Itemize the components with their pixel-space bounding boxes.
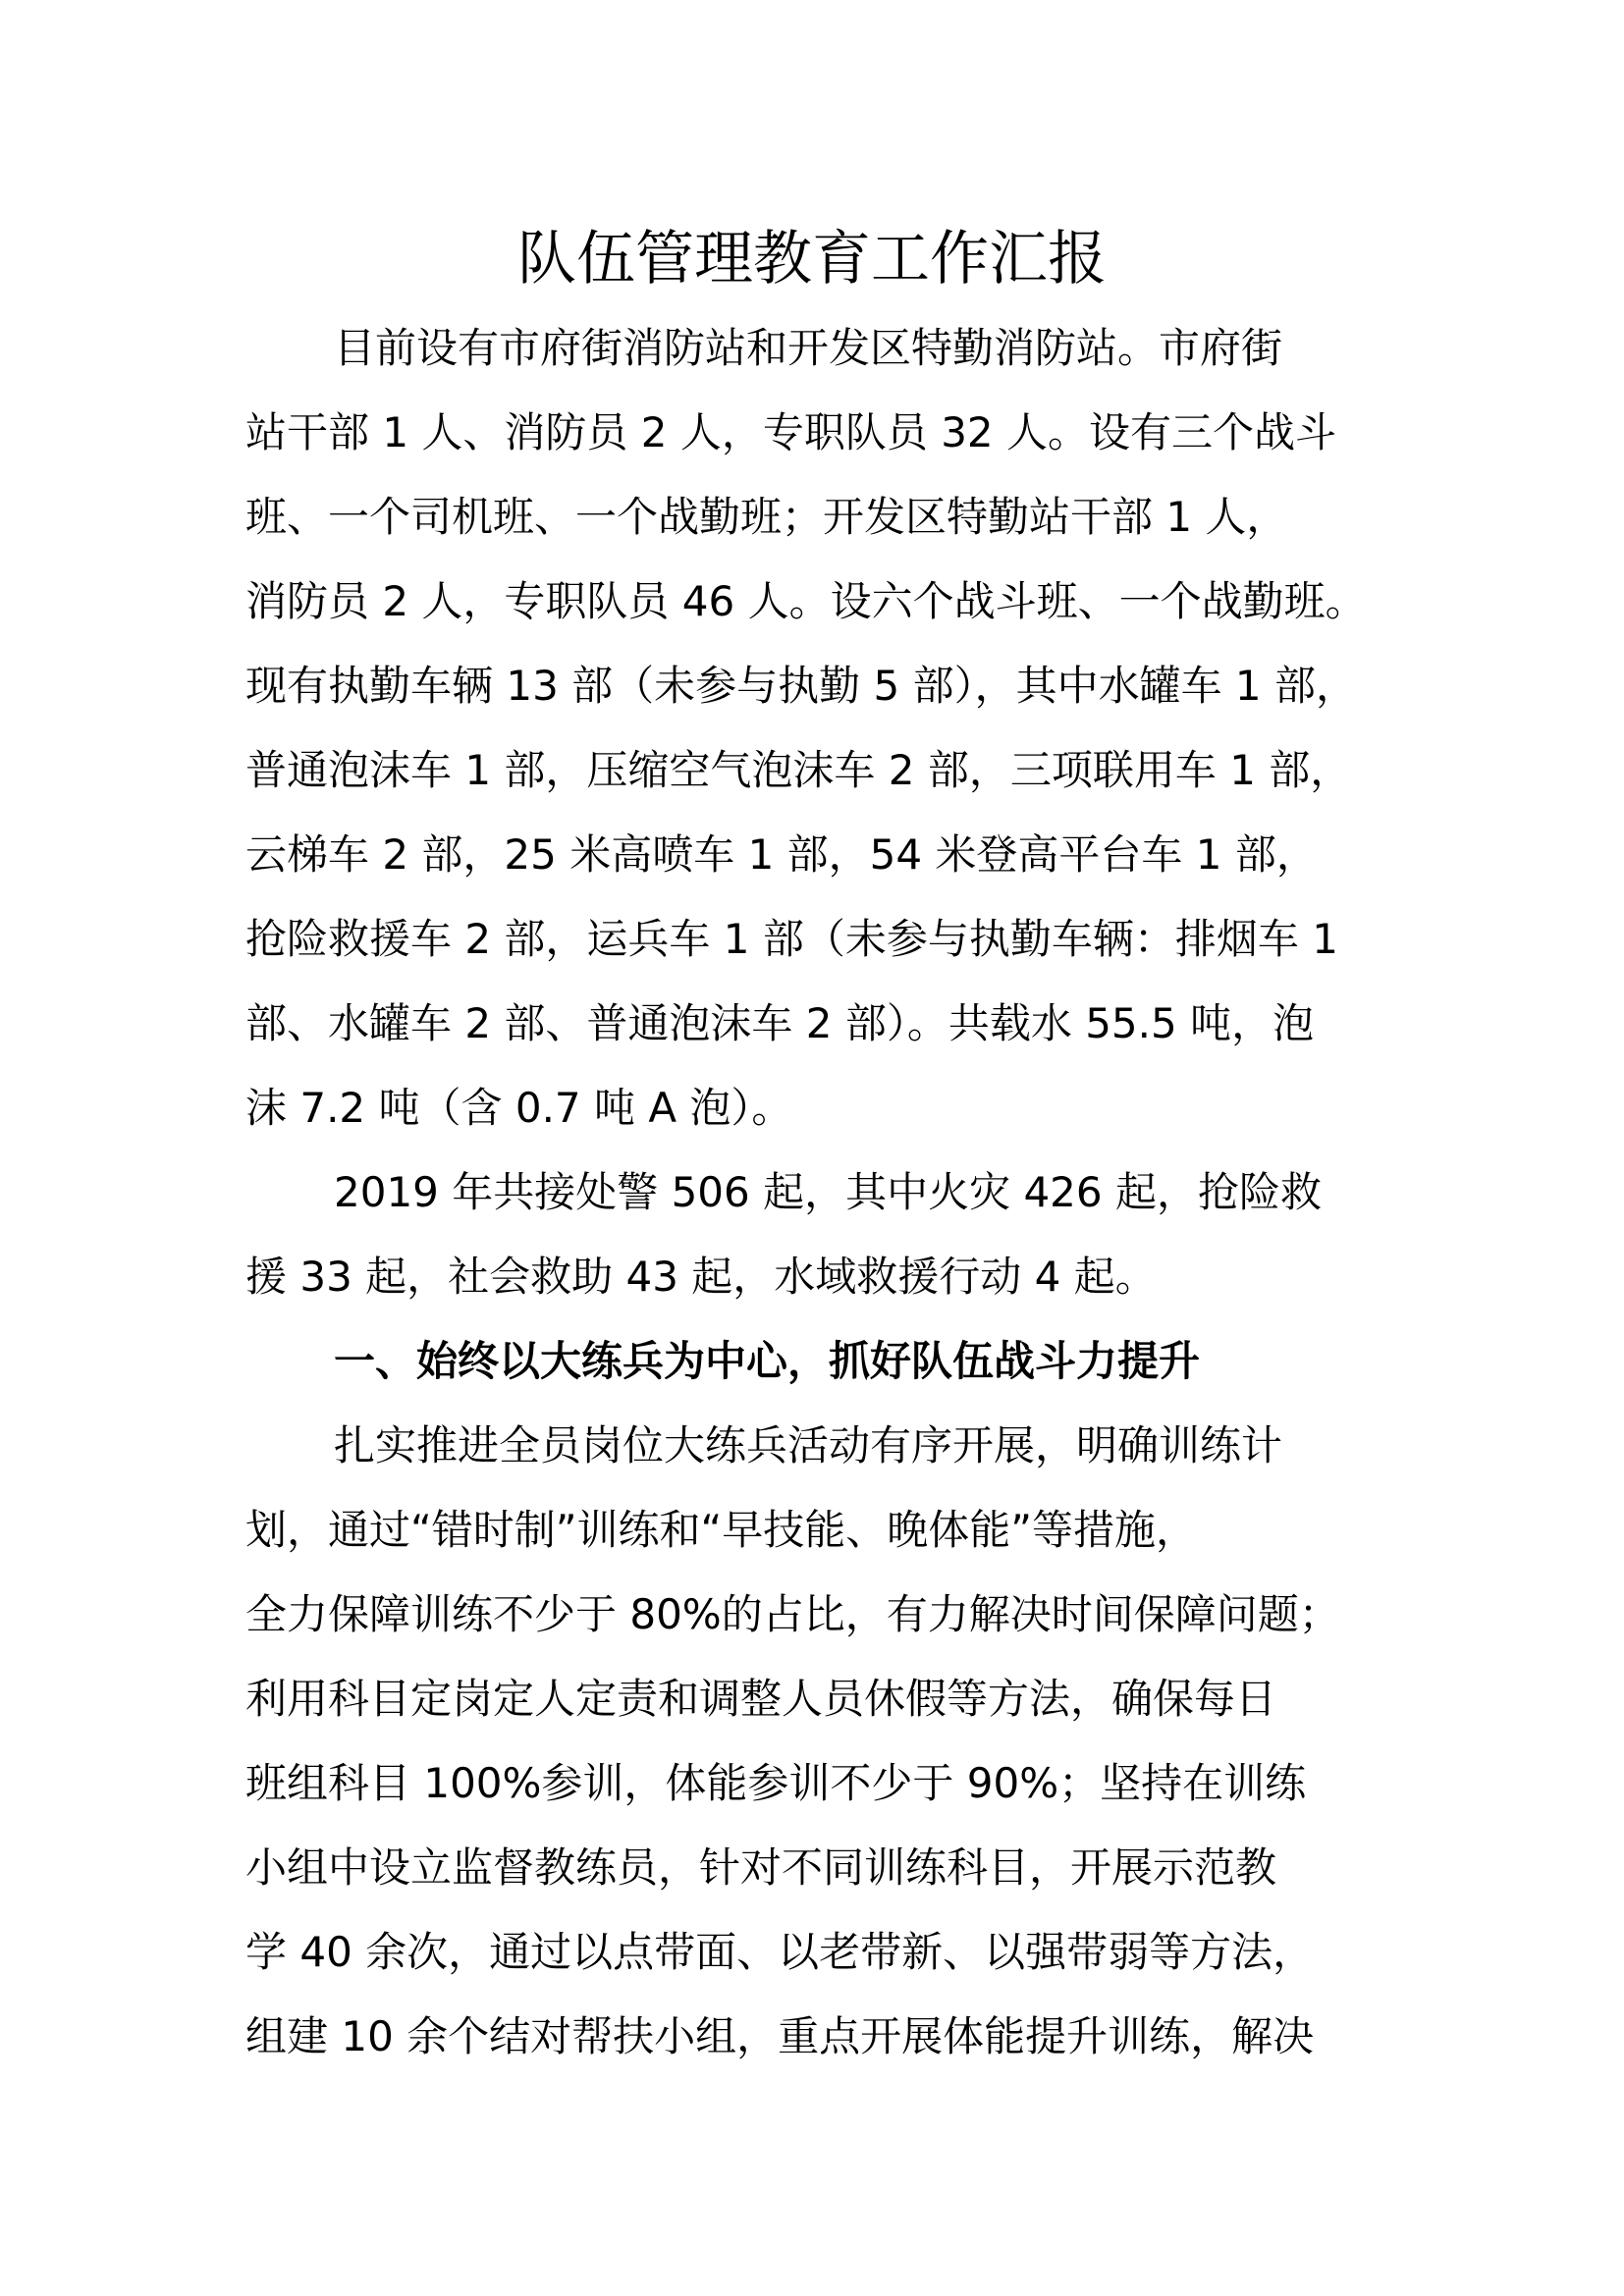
paragraph-line: 援 33 起，社会救助 43 起，水域救援行动 4 起。 (245, 1253, 1157, 1301)
paragraph-line: 云梯车 2 部，25 米高喷车 1 部，54 米登高平台车 1 部， (245, 830, 1318, 879)
paragraph-line: 普通泡沫车 1 部，压缩空气泡沫车 2 部，三项联用车 1 部， (245, 746, 1352, 794)
paragraph-line: 目前设有市府街消防站和开发区特勤消防站。市府街 (334, 324, 1283, 372)
paragraph-line: 消防员 2 人，专职队员 46 人。设六个战斗班、一个战勤班。 (245, 577, 1367, 625)
paragraph-line: 现有执勤车辆 13 部（未参与执勤 5 部），其中水罐车 1 部， (245, 662, 1357, 710)
paragraph-line: 扎实推进全员岗位大练兵活动有序开展，明确训练计 (334, 1421, 1283, 1469)
paragraph-line: 小组中设立监督教练员，针对不同训练科目，开展示范教 (245, 1843, 1277, 1892)
paragraph-line: 抢险救援车 2 部，运兵车 1 部（未参与执勤车辆：排烟车 1 (245, 915, 1338, 963)
paragraph-line: 全力保障训练不少于 80%的占比，有力解决时间保障问题； (245, 1590, 1340, 1638)
section-heading: 一、始终以大练兵为中心，抓好队伍战斗力提升 (334, 1337, 1201, 1385)
document-title: 队伍管理教育工作汇报 (517, 225, 1107, 294)
paragraph-line: 学 40 余次，通过以点带面、以老带新、以强带弱等方法， (245, 1928, 1315, 1976)
paragraph-line: 部、水罐车 2 部、普通泡沫车 2 部）。共载水 55.5 吨，泡 (245, 999, 1315, 1047)
paragraph-line: 班、一个司机班、一个战勤班；开发区特勤站干部 1 人， (245, 493, 1288, 541)
paragraph-line: 利用科目定岗定人定责和调整人员休假等方法，确保每日 (245, 1675, 1277, 1723)
paragraph-line: 班组科目 100%参训，体能参训不少于 90%；坚持在训练 (245, 1759, 1307, 1807)
paragraph-line: 划，通过“错时制”训练和“早技能、晚体能”等措施， (245, 1506, 1198, 1554)
paragraph-line: 组建 10 余个结对帮扶小组，重点开展体能提升训练，解决 (245, 2012, 1315, 2060)
paragraph-line: 站干部 1 人、消防员 2 人，专职队员 32 人。设有三个战斗 (245, 408, 1336, 456)
paragraph-line: 沫 7.2 吨（含 0.7 吨 A 泡）。 (245, 1084, 793, 1132)
paragraph-line: 2019 年共接处警 506 起，其中火灾 426 起，抢险救 (334, 1168, 1322, 1216)
